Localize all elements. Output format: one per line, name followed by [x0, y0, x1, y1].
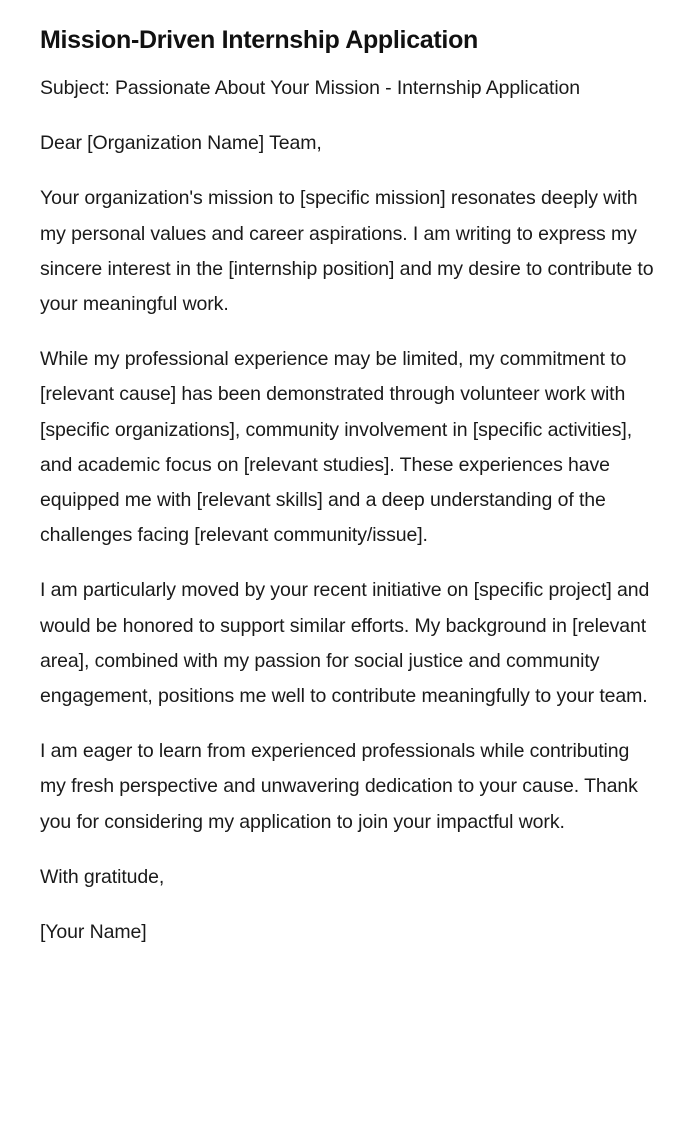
salutation: Dear [Organization Name] Team, — [40, 132, 322, 155]
body-paragraph-3: I am particularly moved by your recent initiative on [specific project] and would be honored to support similar efforts. My background in [relevant area], combined with my passion for social justice and community engagement, positions me well to contribute meaningfully to your team. — [40, 579, 650, 708]
signature: [Your Name] — [40, 921, 147, 944]
body-paragraph-1: Your organization's mission to [specific mission] resonates deeply with my personal values and career aspirations. I am writing to express my sincere interest in the [internship position] and my desire to contribute to your meaningful work. — [40, 187, 654, 316]
body-paragraph-4: I am eager to learn from experienced professionals while contributing my fresh perspective and unwavering dedication to your cause. Thank you for considering my application to join your impactful work. — [40, 740, 638, 833]
closing: With gratitude, — [40, 865, 165, 888]
subject-line: Subject: Passionate About Your Mission - Internship Application — [40, 77, 581, 99]
body-paragraph-2: While my professional experience may be limited, my commitment to [relevant cause] has been demonstrated through volunteer work with [specific organizations], community involvement in [specific activities], and academic focus on [relevant studies]. These experiences have equipped me with [relevant skills] and a deep understanding of the challenges facing [relevant community/issue]. — [40, 348, 633, 547]
document-title: Mission-Driven Internship Application — [40, 26, 479, 54]
